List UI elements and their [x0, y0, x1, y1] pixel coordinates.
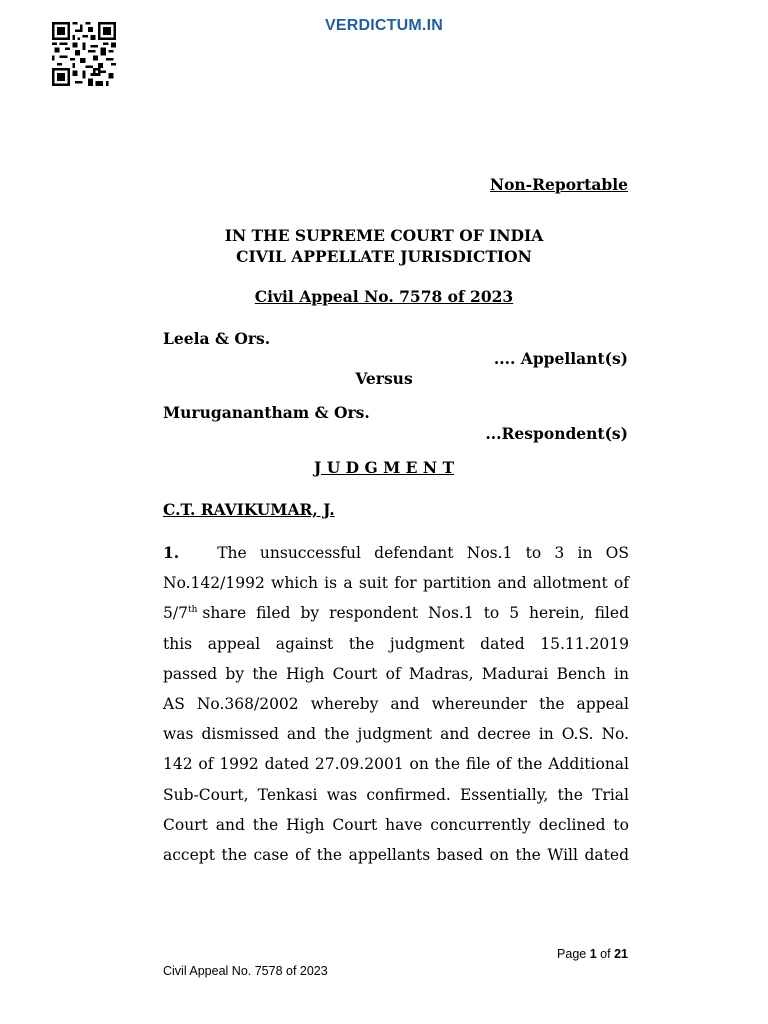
paragraph-text-line: No.142/1992 which is a suit for partition and allotment of — [163, 574, 629, 593]
paragraph-text-line: accept the case of the appellants based on the Will dated — [163, 845, 629, 864]
paragraph-text-line: The unsuccessful defendant Nos.1 to 3 in OS — [217, 544, 629, 562]
respondent-name: Muruganantham & Ors. — [163, 403, 370, 422]
fraction-value: 5/7th — [163, 604, 198, 623]
paragraph-text-line: passed by the High Court of Madras, Madurai Bench in — [163, 664, 629, 683]
paragraph-text-line: Court and the High Court have concurrently declined to — [163, 815, 629, 834]
respondent-role: ...Respondent(s) — [485, 424, 628, 443]
paragraph-text-line: this appeal against the judgment dated 15.11.2019 — [163, 634, 629, 653]
footer-case-reference: Civil Appeal No. 7578 of 2023 — [163, 964, 328, 978]
site-watermark: VERDICTUM.IN — [325, 17, 443, 34]
paragraph-text-line: share filed by respondent Nos.1 to 5 herein, filed — [202, 604, 629, 623]
reportability-label: Non-Reportable — [489, 175, 628, 194]
paragraph-line — [163, 598, 629, 628]
jurisdiction-title: CIVIL APPELLATE JURISDICTION — [236, 247, 532, 266]
paragraph-text-line: was dismissed and the judgment and decree in O.S. No. — [163, 725, 629, 744]
case-number: Civil Appeal No. 7578 of 2023 — [254, 287, 514, 306]
appellant-role: .... Appellant(s) — [493, 349, 628, 368]
page-indicator: Page 1 of 21 — [557, 947, 628, 961]
judgment-heading: J U D G M E N T — [314, 458, 454, 477]
paragraph-line — [163, 538, 629, 568]
paragraph-text-line: 142 of 1992 dated 27.09.2001 on the file of the Additional — [163, 755, 629, 774]
paragraph-1 — [163, 538, 629, 870]
paragraph-text-line: Sub-Court, Tenkasi was confirmed. Essentially, the Trial — [163, 785, 629, 804]
appellant-name: Leela & Ors. — [163, 329, 271, 348]
paragraph-text-line: AS No.368/2002 whereby and whereunder the appeal — [163, 694, 629, 713]
judge-name: C.T. RAVIKUMAR, J. — [163, 500, 335, 519]
court-title: IN THE SUPREME COURT OF INDIA — [224, 226, 544, 245]
versus-label: Versus — [355, 369, 413, 388]
paragraph-number: 1. — [163, 543, 180, 562]
